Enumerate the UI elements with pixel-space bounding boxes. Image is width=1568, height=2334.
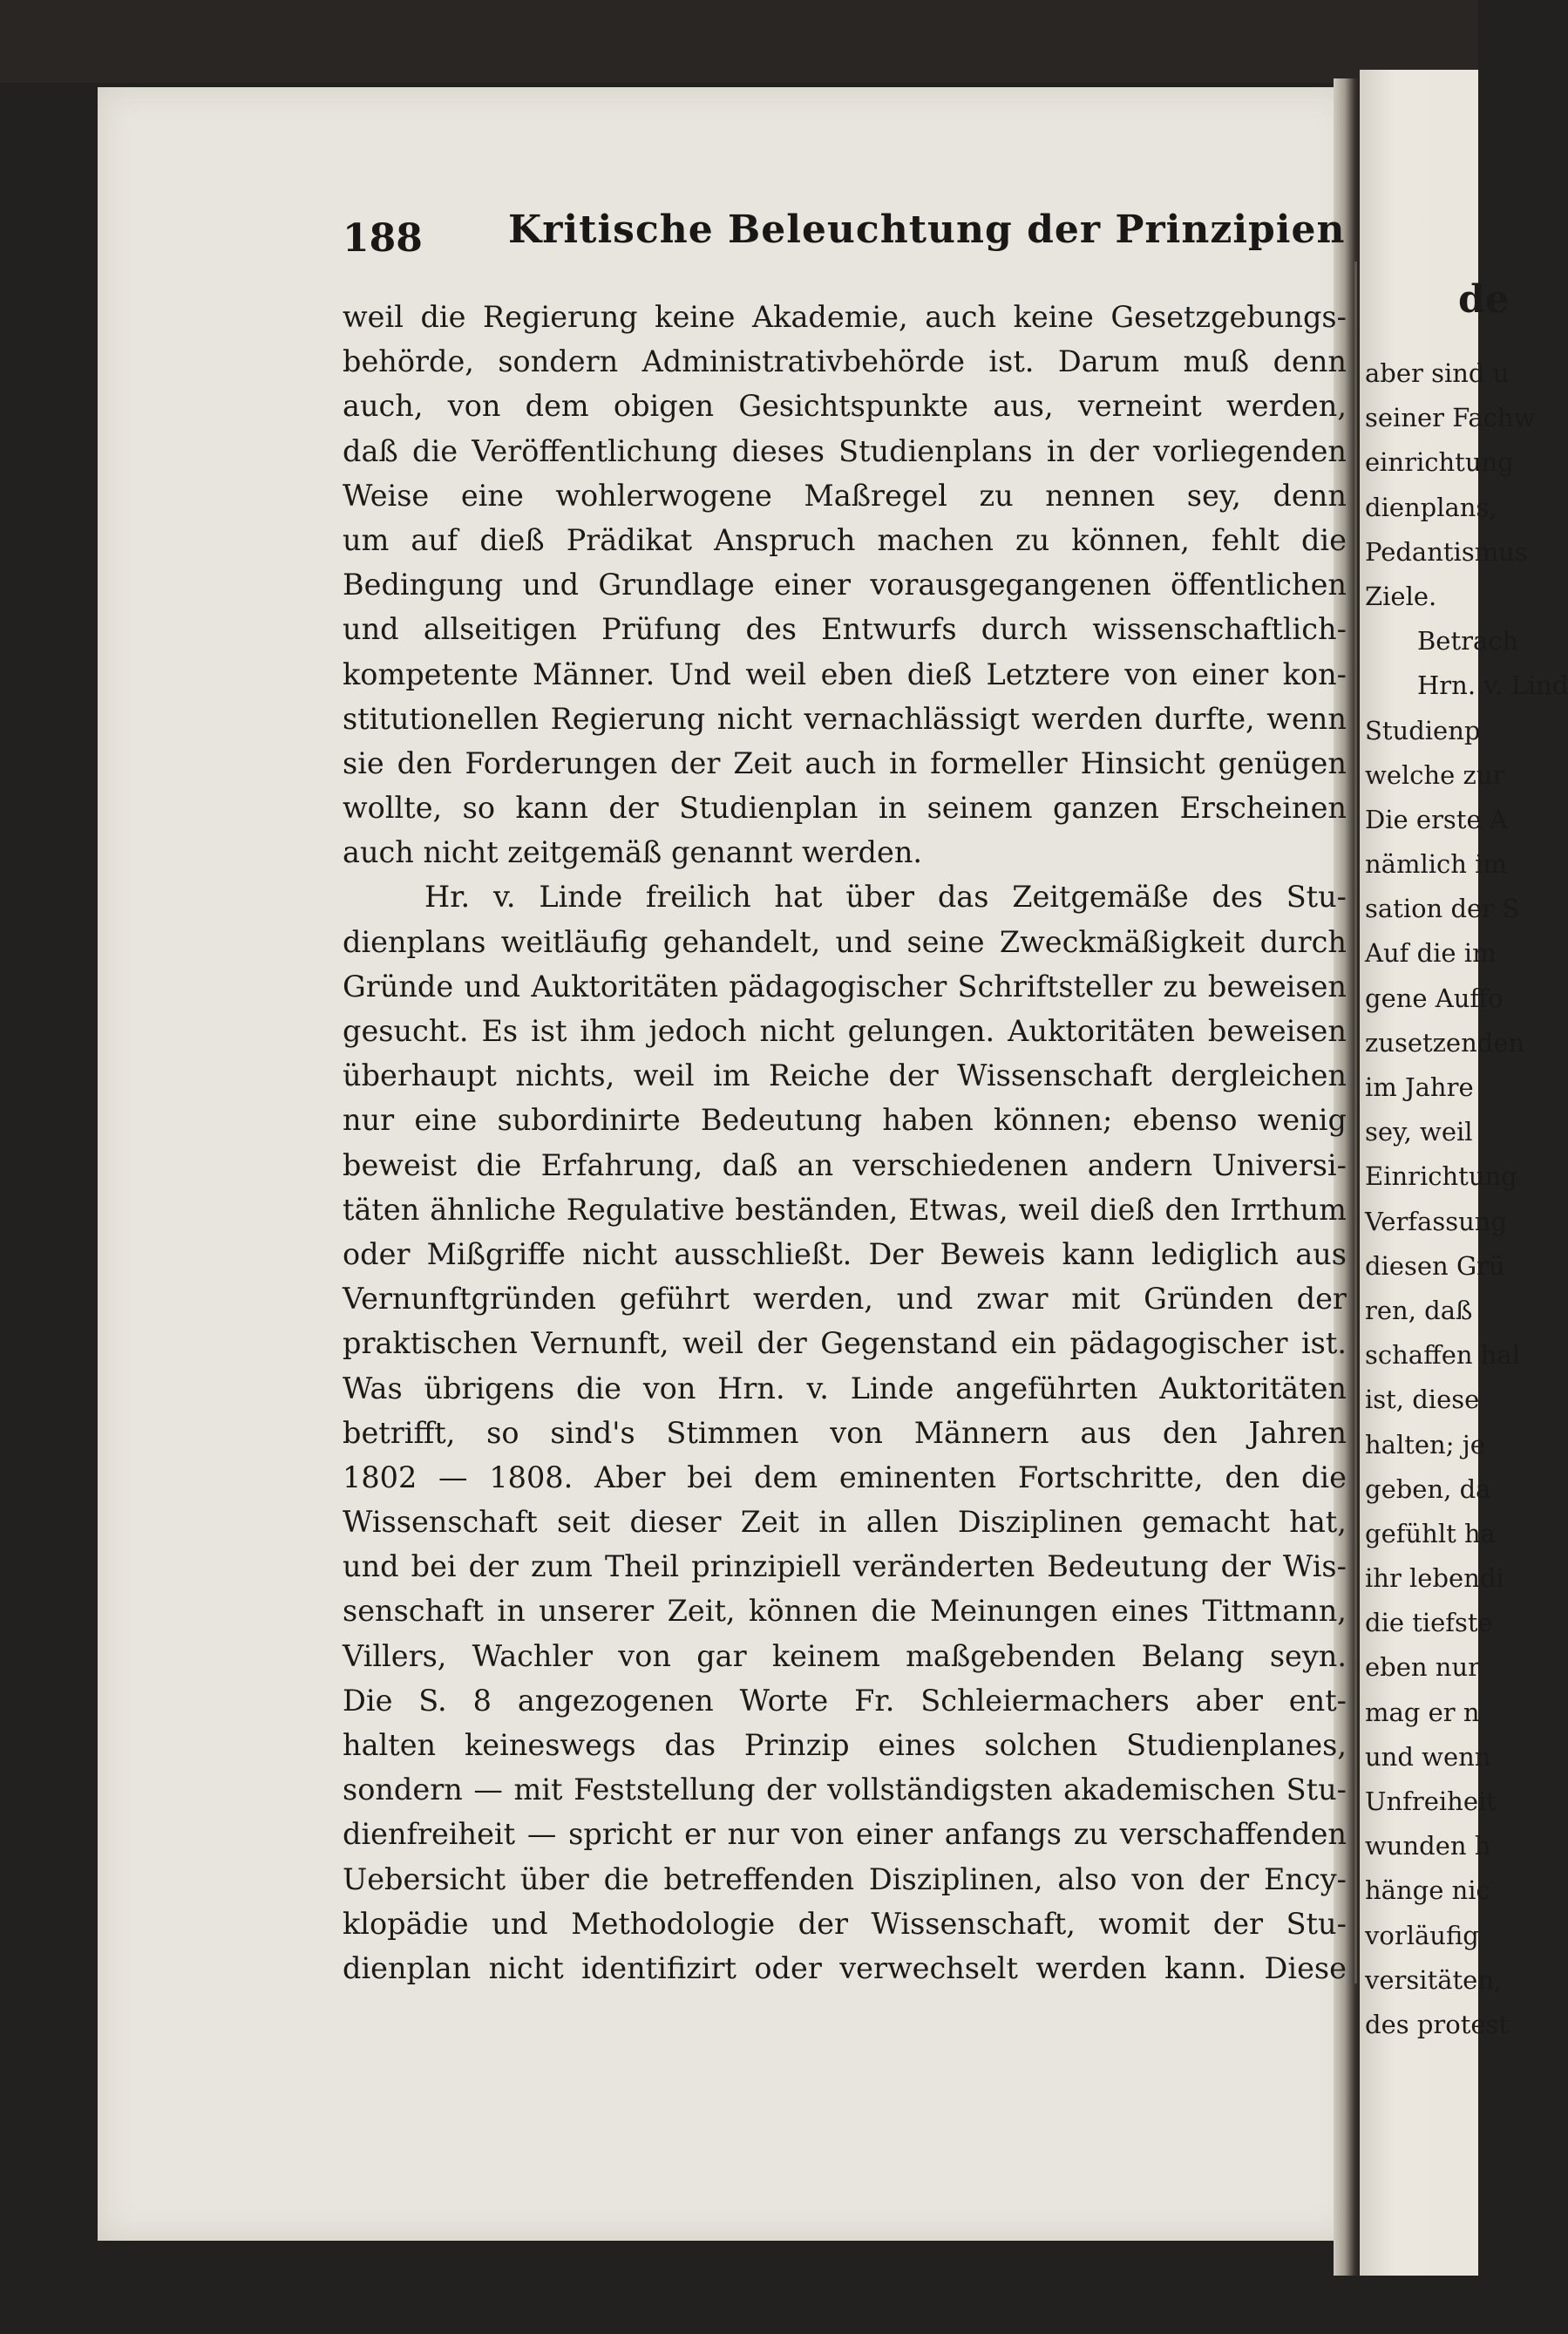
text-line: stitutionellen Regierung nicht vernachlässigt werden durfte, wenn [343,701,1347,736]
right-page-line: Ziele. [1365,581,1437,611]
right-page-line: Unfreiheit [1365,1786,1497,1816]
text-line: kompetente Männer. Und weil eben dieß Letztere von einer kon- [343,657,1347,691]
text-line: klopädie und Methodologie der Wissenschaft, womit der Stu- [343,1906,1347,1941]
text-line: beweist die Erfahrung, daß an verschiedenen andern Universi- [343,1147,1347,1182]
right-page-line: ren, daß [1365,1295,1473,1325]
right-page-line: sation der S [1365,894,1520,924]
right-page-line: einrichtung [1365,447,1514,478]
text-line: weil die Regierung keine Akademie, auch keine Gesetzgebungs- [343,300,1347,334]
text-line: sie den Forderungen der Zeit auch in formeller Hinsicht genügen [343,745,1347,780]
text-line: Bedingung und Grundlage einer vorausgegangenen öffentlichen [343,568,1347,602]
right-page-line: und wenn [1365,1741,1491,1772]
text-line: Weise eine wohlerwogene Maßregel zu nennen sey, denn [343,478,1347,513]
right-page-line: des protest [1365,2009,1510,2039]
right-page-line: Einrichtung [1365,1161,1517,1192]
right-page-line: sey, weil [1365,1117,1473,1147]
right-page-line: ihr lebendi [1365,1563,1504,1594]
background [0,0,1478,83]
text-line: täten ähnliche Regulative beständen, Etwas, weil dieß den Irrthum [343,1192,1347,1227]
text-line: Villers, Wachler von gar keinem maßgebenden Belang seyn. [343,1638,1347,1673]
right-page-line: zusetzenden [1365,1027,1525,1058]
right-page-line: mag er n [1365,1697,1480,1727]
text-line: praktischen Vernunft, weil der Gegenstand ein pädagogischer ist. [343,1326,1347,1361]
right-page-header-fragment: de [1458,277,1510,322]
right-page-line: vorläufig [1365,1920,1479,1950]
right-page-line: hänge nic [1365,1875,1490,1906]
text-line: und bei der zum Theil prinzipiell veränderten Bedeutung der Wis- [343,1549,1347,1584]
page-edge-shadow [1354,262,1357,1984]
right-page-line: wunden h [1365,1831,1491,1861]
right-page-line: Auf die im [1365,938,1497,969]
right-page-line: Verfassung [1365,1206,1508,1236]
right-page-line: die tiefste [1365,1608,1493,1638]
text-line: auch nicht zeitgemäß genannt werden. [343,835,923,870]
right-page-line: aber sind u [1365,358,1510,388]
right-page-line: diesen Grü [1365,1250,1505,1281]
text-line: auch, von dem obigen Gesichtspunkte aus, verneint werden, [343,389,1347,424]
page-number: 188 [343,216,423,261]
text-line: Die S. 8 angezogenen Worte Fr. Schleiermachers aber ent- [343,1683,1347,1718]
text-line: senschaft in unserer Zeit, können die Meinungen eines Tittmann, [343,1594,1347,1629]
right-page-line: welche zur [1365,759,1505,790]
right-page-line: ist, diese [1365,1385,1480,1415]
right-page-line: seiner Fachw [1365,403,1536,433]
text-line: Was übrigens die von Hrn. v. Linde angeführten Auktoritäten [343,1371,1347,1405]
right-page-line: gefühlt ha [1365,1518,1496,1548]
right-page-line: dienplans, [1365,492,1497,522]
right-page-line: Die erste A [1365,804,1508,834]
page-header [343,208,1345,269]
text-line: und allseitigen Prüfung des Entwurfs durch wissenschaftlich- [343,612,1347,647]
right-page-line: Betrach [1417,626,1519,657]
right-page-line: geben, da [1365,1473,1491,1504]
text-line: Vernunftgründen geführt werden, und zwar mit Gründen der [343,1282,1347,1317]
body-text [343,295,1347,1990]
right-page-line: nämlich im [1365,849,1507,880]
running-title: Kritische Beleuchtung der Prinzipien [508,208,1346,252]
right-page-line: halten; je [1365,1429,1485,1460]
text-line: dienfreiheit — spricht er nur von einer anfangs zu verschaffenden [343,1817,1347,1852]
text-line: Wissenschaft seit dieser Zeit in allen Disziplinen gemacht hat, [343,1505,1347,1540]
text-line: Hr. v. Linde freilich hat über das Zeitgemäße des Stu- [424,880,1347,915]
text-line: oder Mißgriffe nicht ausschließt. Der Beweis kann lediglich aus [343,1236,1347,1271]
right-page-line: im Jahre [1365,1072,1474,1102]
right-page-line: gene Auffo [1365,983,1504,1013]
text-line: halten keineswegs das Prinzip eines solchen Studienplanes, [343,1728,1347,1762]
text-line: dienplan nicht identifizirt oder verwechselt werden kann. Diese [343,1950,1347,1985]
text-line: gesucht. Es ist ihm jedoch nicht gelungen. Auktoritäten beweisen [343,1014,1347,1048]
text-line: sondern — mit Feststellung der vollständigsten akademischen Stu- [343,1773,1347,1807]
right-page-lines [1365,351,1568,2047]
right-page-line: schaffen hal [1365,1340,1520,1371]
text-line: 1802 — 1808. Aber bei dem eminenten Fortschritte, den die [343,1460,1347,1494]
right-page-line: Studienp [1365,715,1481,745]
text-line: wollte, so kann der Studienplan in seinem ganzen Erscheinen [343,791,1347,826]
text-line: behörde, sondern Administrativbehörde ist. Darum muß denn [343,344,1347,379]
text-line: daß die Veröffentlichung dieses Studienplans in der vorliegenden [343,433,1347,468]
right-page-line: eben nur [1365,1652,1481,1683]
text-line: um auf dieß Prädikat Anspruch machen zu können, fehlt die [343,522,1347,557]
right-page [1360,70,1568,2276]
text-line: überhaupt nichts, weil im Reiche der Wissenschaft dergleichen [343,1058,1347,1093]
right-page-line: versitäten, [1365,1964,1503,1995]
text-line: betrifft, so sind's Stimmen von Männern aus den Jahren [343,1415,1347,1450]
text-line: Uebersicht über die betreffenden Disziplinen, also von der Ency- [343,1861,1347,1896]
right-page-line: Hrn. v. Lind [1417,670,1568,701]
text-line: nur eine subordinirte Bedeutung haben können; ebenso wenig [343,1103,1347,1138]
right-page-line: Pedantismus [1365,536,1528,567]
text-line: Gründe und Auktoritäten pädagogischer Schriftsteller zu beweisen [343,969,1347,1004]
text-line: dienplans weitläufig gehandelt, und seine Zweckmäßigkeit durch [343,924,1347,959]
